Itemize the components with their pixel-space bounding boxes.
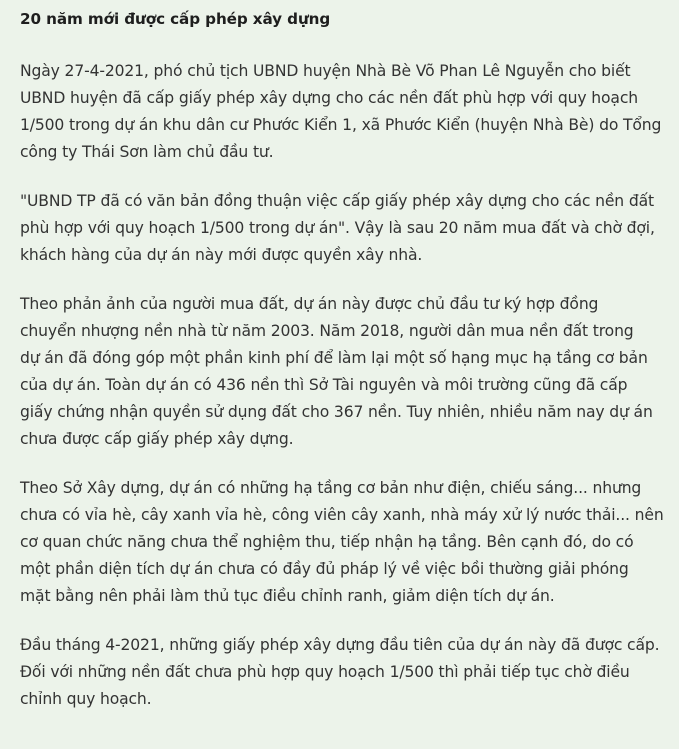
paragraph-line: chưa được cấp giấy phép xây dựng. <box>20 430 294 448</box>
paragraph-line: chỉnh quy hoạch. <box>20 690 152 708</box>
paragraph-line: Theo phản ảnh của người mua đất, dự án này được chủ đầu tư ký hợp đồng <box>20 295 599 313</box>
article-paragraph <box>20 632 661 713</box>
paragraph-line: Theo Sở Xây dựng, dự án có những hạ tầng cơ bản như điện, chiếu sáng... nhưng <box>20 479 642 497</box>
paragraph-line: dự án đã đóng góp một phần kinh phí để làm lại một số hạng mục hạ tầng cơ bản <box>20 349 648 367</box>
paragraph-line: phù hợp với quy hoạch 1/500 trong dự án". Vậy là sau 20 năm mua đất và chờ đợi, <box>20 219 655 237</box>
article-heading: 20 năm mới được cấp phép xây dựng <box>20 10 331 28</box>
paragraph-line: chưa có vỉa hè, cây xanh vỉa hè, công viên cây xanh, nhà máy xử lý nước thải... nên <box>20 506 664 524</box>
article-paragraph <box>20 291 661 453</box>
paragraph-line: khách hàng của dự án này mới được quyền xây nhà. <box>20 246 423 264</box>
paragraph-line: "UBND TP đã có văn bản đồng thuận việc cấp giấy phép xây dựng cho các nền đất <box>20 192 654 210</box>
paragraph-line: công ty Thái Sơn làm chủ đầu tư. <box>20 143 274 161</box>
paragraph-line: Ngày 27-4-2021, phó chủ tịch UBND huyện Nhà Bè Võ Phan Lê Nguyễn cho biết <box>20 62 631 80</box>
paragraph-line: Đầu tháng 4-2021, những giấy phép xây dựng đầu tiên của dự án này đã được cấp. <box>20 636 660 654</box>
paragraph-line: chuyển nhượng nền nhà từ năm 2003. Năm 2018, người dân mua nền đất trong <box>20 322 634 340</box>
paragraph-line: của dự án. Toàn dự án có 436 nền thì Sở Tài nguyên và môi trường cũng đã cấp <box>20 376 628 394</box>
paragraph-line: giấy chứng nhận quyền sử dụng đất cho 367 nền. Tuy nhiên, nhiều năm nay dự án <box>20 403 653 421</box>
paragraph-line: UBND huyện đã cấp giấy phép xây dựng cho các nền đất phù hợp với quy hoạch <box>20 89 638 107</box>
paragraph-line: 1/500 trong dự án khu dân cư Phước Kiển 1, xã Phước Kiển (huyện Nhà Bè) do Tổng <box>20 116 662 134</box>
paragraph-line: cơ quan chức năng chưa thể nghiệm thu, tiếp nhận hạ tầng. Bên cạnh đó, do có <box>20 533 634 551</box>
article-paragraph <box>20 475 664 610</box>
paragraph-line: Đối với những nền đất chưa phù hợp quy hoạch 1/500 thì phải tiếp tục chờ điều <box>20 663 630 681</box>
article-paragraph <box>20 188 661 269</box>
article-body <box>20 58 664 713</box>
paragraph-line: một phần diện tích dự án chưa có đầy đủ pháp lý về việc bồi thường giải phóng <box>20 560 629 578</box>
paragraph-line: mặt bằng nên phải làm thủ tục điều chỉnh ranh, giảm diện tích dự án. <box>20 587 555 605</box>
article-paragraph <box>20 58 661 166</box>
